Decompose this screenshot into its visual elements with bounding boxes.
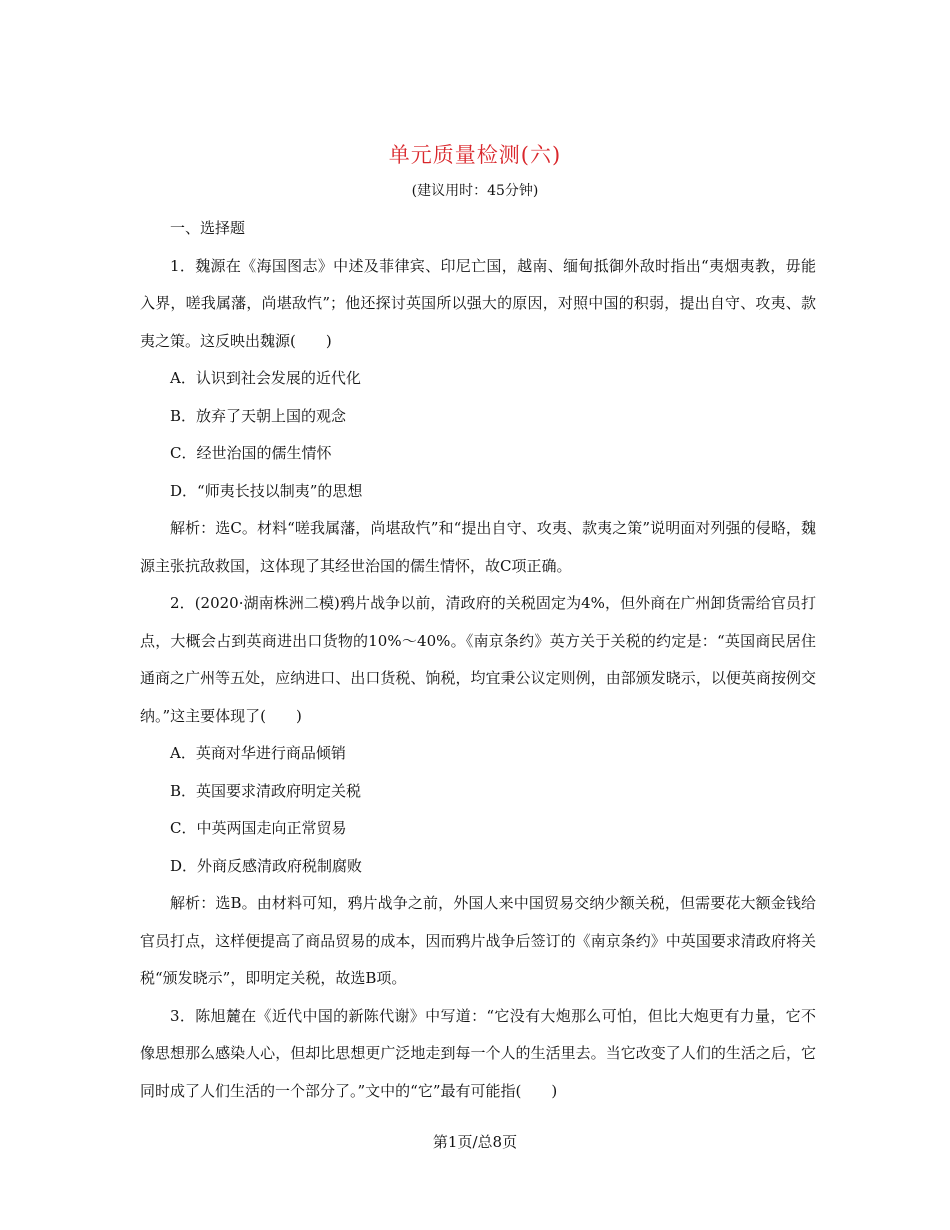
- question-option: C．经世治国的儒生情怀: [170, 444, 332, 462]
- answer-analysis: 解析：选B。由材料可知，鸦片战争之前，外国人来中国贸易交纳少额关税，但需要花大额金钱给官员打点，这样便提高了商品贸易的成本，因而鸦片战争后签订的《南京条约》中英国要求清政府将关税“颁发晓示”，即明定关税，故选B项。: [140, 894, 816, 987]
- section-heading: 一、选择题: [170, 219, 246, 237]
- question-option: D．外商反感清政府税制腐败: [170, 856, 363, 875]
- question-stem: 3．陈旭麓在《近代中国的新陈代谢》中写道：“它没有大炮那么可怕，但比大炮更有力量，它不像思想那么感染人心，但却比思想更广泛地走到每一个人的生活里去。当它改变了人们的生活之后，它同时成了人们生活的一个部分了。”文中的“它”最有可能指( ): [140, 1006, 816, 1100]
- question-stem: 2．(2020·湖南株洲二模)鸦片战争以前，清政府的关税固定为4%，但外商在广州卸货需给官员打点，大概会占到英商进出口货物的10%～40%。《南京条约》英方关于关税的约定是：“英国商民居住通商之广州等五处，应纳进口、出口货税、饷税，均宜秉公议定则例，由部颁发晓示，以便英商按例交纳。”这主要体现了( ): [140, 594, 816, 725]
- document-body: [140, 210, 816, 1110]
- question-option: D．“师夷长技以制夷”的思想: [170, 481, 363, 500]
- question-option: B．英国要求清政府明定关税: [170, 781, 362, 800]
- page-number: 第1页/总8页: [432, 1133, 518, 1151]
- answer-analysis: 解析：选C。材料“嗟我属藩，尚堪敌忾”和“提出自守、攻夷、款夷之策”说明面对列强的侵略，魏源主张抗敌救国，这体现了其经世治国的儒生情怀，故C项正确。: [140, 519, 816, 575]
- question-option: C．中英两国走向正常贸易: [170, 819, 347, 837]
- time-suggestion: (建议用时：45分钟): [411, 183, 539, 199]
- page-title: 单元质量检测(六): [388, 143, 562, 167]
- question-option: B．放弃了天朝上国的观念: [170, 406, 347, 425]
- question-option: A．英商对华进行商品倾销: [170, 744, 346, 762]
- question-option: A．认识到社会发展的近代化: [170, 369, 361, 387]
- question-stem: 1．魏源在《海国图志》中述及菲律宾、印尼亡国，越南、缅甸抵御外敌时指出“夷烟夷教，毋能入界，嗟我属藩，尚堪敌忾”；他还探讨英国所以强大的原因，对照中国的积弱，提出自守、攻夷、款夷之策。这反映出魏源( ): [140, 256, 816, 350]
